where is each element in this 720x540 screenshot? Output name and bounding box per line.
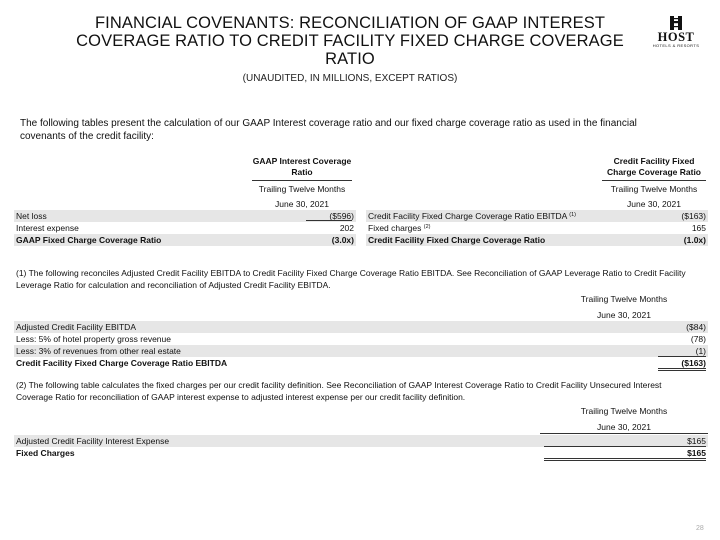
footnote-2-text: (2) The following table calculates the fixed charges per our credit facility definition. See Reconciliation of GAAP Interest Coverage Ratio to Credit Facility Unsecured Interest Coverage Ratio for reconciliation of GAAP interest expense to adjusted interest expense per our credit facility definition.	[16, 380, 662, 402]
row-label: Credit Facility Fixed Charge Coverage Ratio EBITDA	[368, 211, 567, 221]
note1-period: Trailing Twelve Months	[580, 294, 668, 304]
gaap-header-rule	[252, 180, 352, 181]
table-row	[14, 345, 708, 357]
table-row	[14, 234, 356, 246]
credit-header-rule	[602, 180, 706, 181]
row-label: GAAP Fixed Charge Coverage Ratio	[16, 235, 162, 245]
logo-wordmark: HOST	[657, 30, 695, 44]
row-value: $165	[687, 448, 706, 458]
table-row	[14, 321, 708, 333]
table-row	[14, 333, 708, 345]
page-subtitle: (UNAUDITED, IN MILLIONS, EXCEPT RATIOS)	[242, 73, 458, 84]
row-value: ($163)	[681, 211, 706, 221]
note2-subtotal-rule	[544, 446, 706, 447]
credit-period: Trailing Twelve Months	[610, 184, 698, 194]
table-row	[14, 210, 356, 222]
table-row	[366, 222, 708, 234]
note1-date: June 30, 2021	[540, 310, 708, 322]
note1-subtotal-rule	[658, 356, 706, 357]
footnote-ref: (2)	[423, 224, 431, 230]
gaap-table-header: GAAP Interest Coverage Ratio	[252, 156, 352, 177]
host-h-mark-icon	[669, 16, 683, 30]
table-row	[14, 357, 708, 369]
page-title: FINANCIAL COVENANTS: RECONCILIATION OF GAAP INTEREST COVERAGE RATIO TO CREDIT FACILITY FIXED CHARGE COVERAGE RATIO	[76, 14, 624, 68]
footnote-1-text: (1) The following reconciles Adjusted Credit Facility EBITDA to Credit Facility Fixed Charge Coverage Ratio EBITDA. See Reconciliation of GAAP Leverage Ratio to Credit Facility Leverage Ratio for calculation and reconciliation of Adjusted Credit Facility EBITDA.	[16, 268, 686, 290]
row-label: Credit Facility Fixed Charge Coverage Ratio EBITDA	[16, 358, 228, 368]
credit-table-header: Credit Facility Fixed Charge Coverage Ratio	[607, 156, 701, 177]
row-value: 165	[691, 223, 706, 233]
note2-total-rule	[544, 458, 706, 461]
row-value: $165	[687, 436, 706, 446]
row-value: (1.0x)	[683, 235, 706, 245]
gaap-date: June 30, 2021	[248, 199, 356, 211]
row-label: Fixed charges	[368, 223, 422, 233]
row-value: ($596)	[329, 211, 354, 221]
logo-tagline: HOTELS & RESORTS	[652, 43, 700, 48]
table-row	[14, 222, 356, 234]
row-label: Net loss	[16, 211, 47, 221]
row-value: 202	[339, 223, 354, 233]
page-number: 28	[696, 525, 704, 532]
table-row	[366, 210, 708, 222]
row-label: Interest expense	[16, 223, 79, 233]
gaap-period: Trailing Twelve Months	[258, 184, 346, 194]
row-label: Credit Facility Fixed Charge Coverage Ratio	[368, 235, 546, 245]
gaap-subtotal-rule	[306, 220, 352, 221]
row-value: ($163)	[681, 358, 706, 368]
row-label: Adjusted Credit Facility EBITDA	[16, 322, 136, 332]
footnote-ref: (1)	[569, 212, 576, 218]
row-value: (1)	[695, 346, 706, 356]
row-label: Adjusted Credit Facility Interest Expense	[16, 436, 170, 446]
host-logo	[650, 16, 702, 48]
row-label: Fixed Charges	[16, 448, 75, 458]
row-value: (3.0x)	[331, 235, 354, 245]
row-value: ($84)	[686, 322, 706, 332]
note2-period: Trailing Twelve Months	[580, 406, 668, 416]
row-label: Less: 3% of revenues from other real estate	[16, 346, 181, 356]
intro-paragraph: The following tables present the calculation of our GAAP Interest coverage ratio and our fixed charge coverage ratio as used in the financial covenants of the credit facility:	[20, 118, 637, 142]
note2-date: June 30, 2021	[540, 422, 708, 434]
row-value: (78)	[690, 334, 706, 344]
row-label: Less: 5% of hotel property gross revenue	[16, 334, 171, 344]
table-row	[366, 234, 708, 246]
note1-total-rule	[658, 368, 706, 371]
credit-date: June 30, 2021	[600, 199, 708, 211]
